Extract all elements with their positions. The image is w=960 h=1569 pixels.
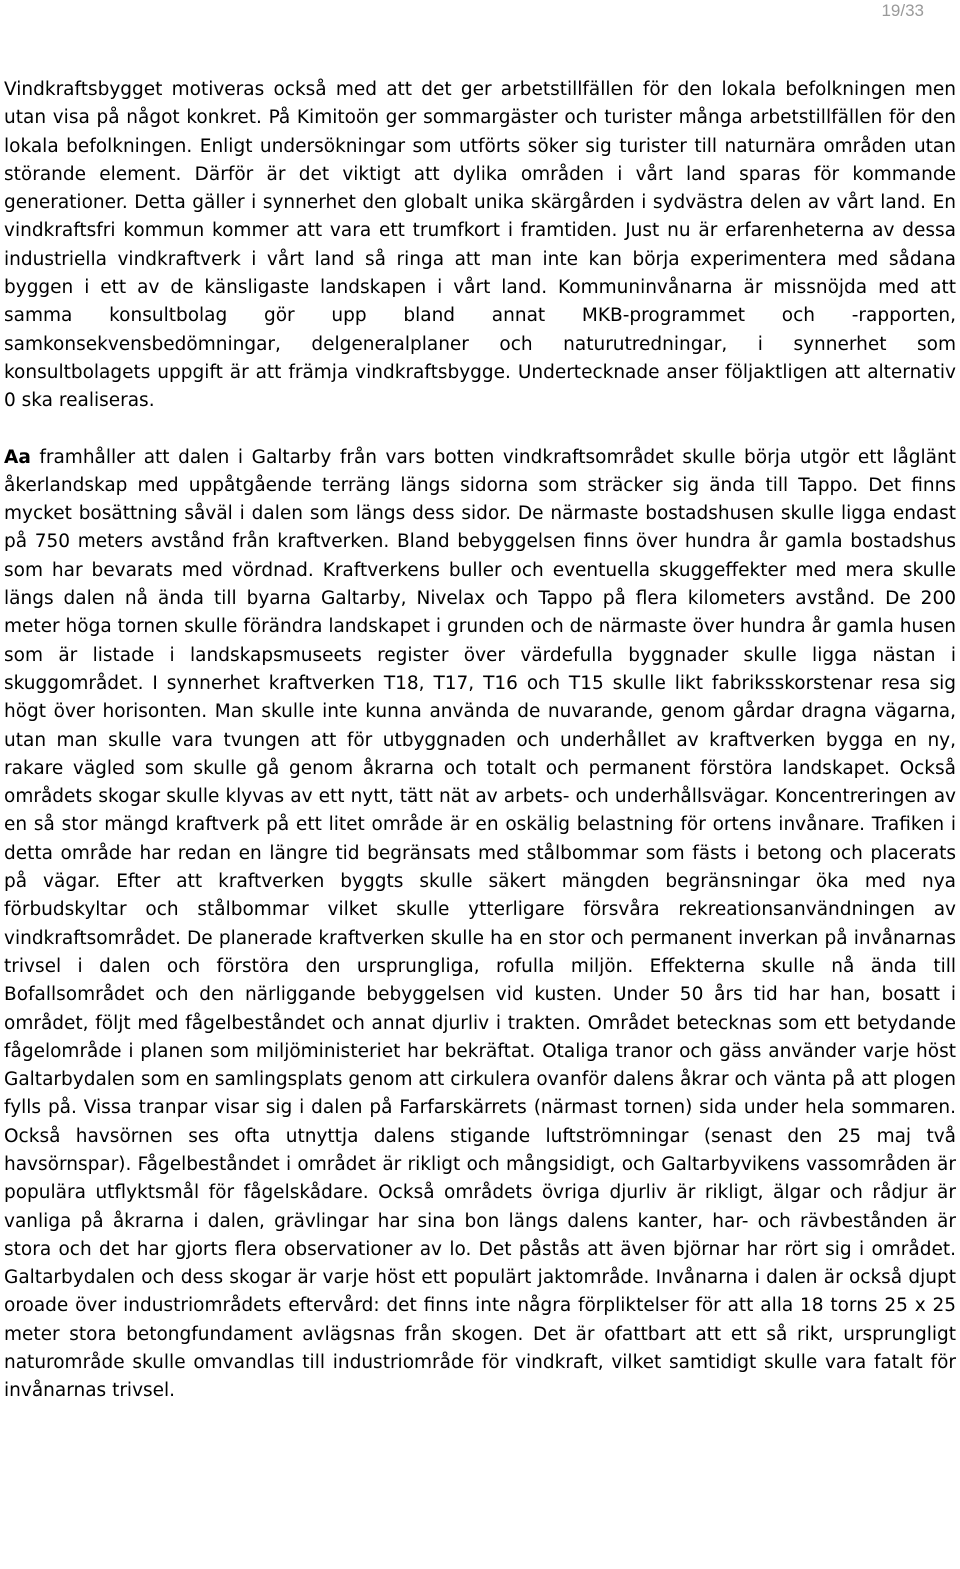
- page-number: 19/33: [881, 1, 924, 20]
- paragraph-2-lead: Aa: [4, 446, 31, 468]
- paragraph-1-text: Vindkraftsbygget motiveras också med att det ger arbetstillfällen för den lokala befolkningen men utan visa på något konkret. På Kimitoön ger sommargäster och turister många arbetstillfällen för den lokala befolkningen. Enligt undersökningar som utförts söker sig turister till naturnära områden utan störande element. Därför är det viktigt att dylika områden i vårt land sparas för kommande generationer. Detta gäller i synnerhet den globalt unika skärgården i sydvästra delen av vårt land. En vindkraftsfri kommun kommer att vara ett trumfkort i framtiden. Just nu är erfarenheterna av dessa industriella vindkraftverk i vårt land så ringa att man inte kan börja experimentera med sådana byggen i ett av de känsligaste landskapen i vårt land. Kommuninvånarna är missnöjda med att samma konsultbolag gör upp bland annat MKB-programmet och -rapporten, samkonsekvensbedömningar, delgeneralplaner och naturutredningar, i synnerhet som konsultbolagets uppgift är att främja vindkraftsbygge. Undertecknade anser följaktligen att alternativ 0 ska realiseras.: [4, 79, 956, 412]
- paragraph-1: [4, 76, 956, 416]
- document-body: [4, 76, 956, 1406]
- paragraph-2: [4, 444, 956, 1406]
- paragraph-2-text: framhåller att dalen i Galtarby från vars botten vindkraftsområdet skulle börja utgör ett låglänt åkerlandskap med uppåtgående terräng längs sidorna som sträcker sig ända till Tappo. Det finns mycket bosättning såväl i dalen som längs dess sidor. De närmaste bostadshusen skulle ligga endast på 750 meters avstånd från kraftverken. Bland bebyggelsen finns över hundra år gamla bostadshus som har bevarats med vördnad. Kraftverkens buller och eventuella skuggeffekter med mera skulle längs dalen nå ända till byarna Galtarby, Nivelax och Tappo på flera kilometers avstånd. De 200 meter höga tornen skulle förändra landskapet i grunden och de närmaste över hundra år gamla husen som är listade i landskapsmuseets register över värdefulla byggnader skulle ligga nästan i skuggområdet. I synnerhet kraftverken T18, T17, T16 och T15 skulle likt fabriksskorstenar resa sig högt över horisonten. Man skulle inte kunna använda de nuvarande, genom gårdar dragna vägarna, utan man skulle vara tvungen att för utbyggnaden och underhållet av kraftverken bygga en ny, rakare vägled som skulle gå genom åkrarna och totalt och permanent förstöra landskapet. Också områdets skogar skulle klyvas av ett nytt, tätt nät av arbets- och underhållsvägar. Koncentreringen av en så stor mängd kraftverk på ett litet område är en oskälig belastning för ortens invånare. Trafiken i detta område har redan en längre tid begränsats med stålbommar som fästs i betong och placerats på vägar. Efter att kraftverken byggts skulle säkert mängden begränsningar öka med nya förbudskyltar och stålbommar vilket skulle ytterligare försvåra rekreationsanvändningen av vindkraftsområdet. De planerade kraftverken skulle ha en stor och permanent inverkan på invånarnas trivsel i dalen och förstöra den ursprungliga, rofulla miljön. Effekterna skulle nå ända till Bofallsområdet och den närliggande bebyggelsen vid kusten. Under 50 års tid har han, bosatt i området, följt med fågelbeståndet och annat djurliv i trakten. Området betecknas som ett betydande fågelområde i planen som miljöministeriet har bekräftat. Otaliga tranor och gäss använder varje höst Galtarbydalen som en samlingsplats genom att cirkulera ovanför dalens åkrar och vänta på att plogen fylls på. Vissa tranpar visar sig i dalen på Farfarskärrets (närmast tornen) sida under hela sommaren. Också havsörnen ses ofta utnyttja dalens stigande luftströmningar (senast den 25 maj två havsörnspar). Fågelbeståndet i området är rikligt och mångsidigt, och Galtarbyvikens vassområden är populära utflyktsmål för fågelskådare. Också områdets övriga djurliv är rikligt, älgar och rådjur är vanliga på åkrarna i dalen, grävlingar har sina bon längs dalens kanter, har- och rävbestånden är stora och det har gjorts flera observationer av lo. Det påstås att även björnar har rört sig i området. Galtarbydalen och dess skogar är varje höst ett populärt jaktområde. Invånarna i dalen är också djupt oroade över industriområdets eftervård: det finns inte några förpliktelser för att alla 18 torns 25 x 25 meter stora betongfundament avlägsnas från skogen. Det är ofattbart att ett så rikt, ursprungligt naturområde skulle omvandlas till industriområde för vindkraft, vilket samtidigt skulle vara fatalt för invånarnas trivsel.: [4, 446, 956, 1402]
